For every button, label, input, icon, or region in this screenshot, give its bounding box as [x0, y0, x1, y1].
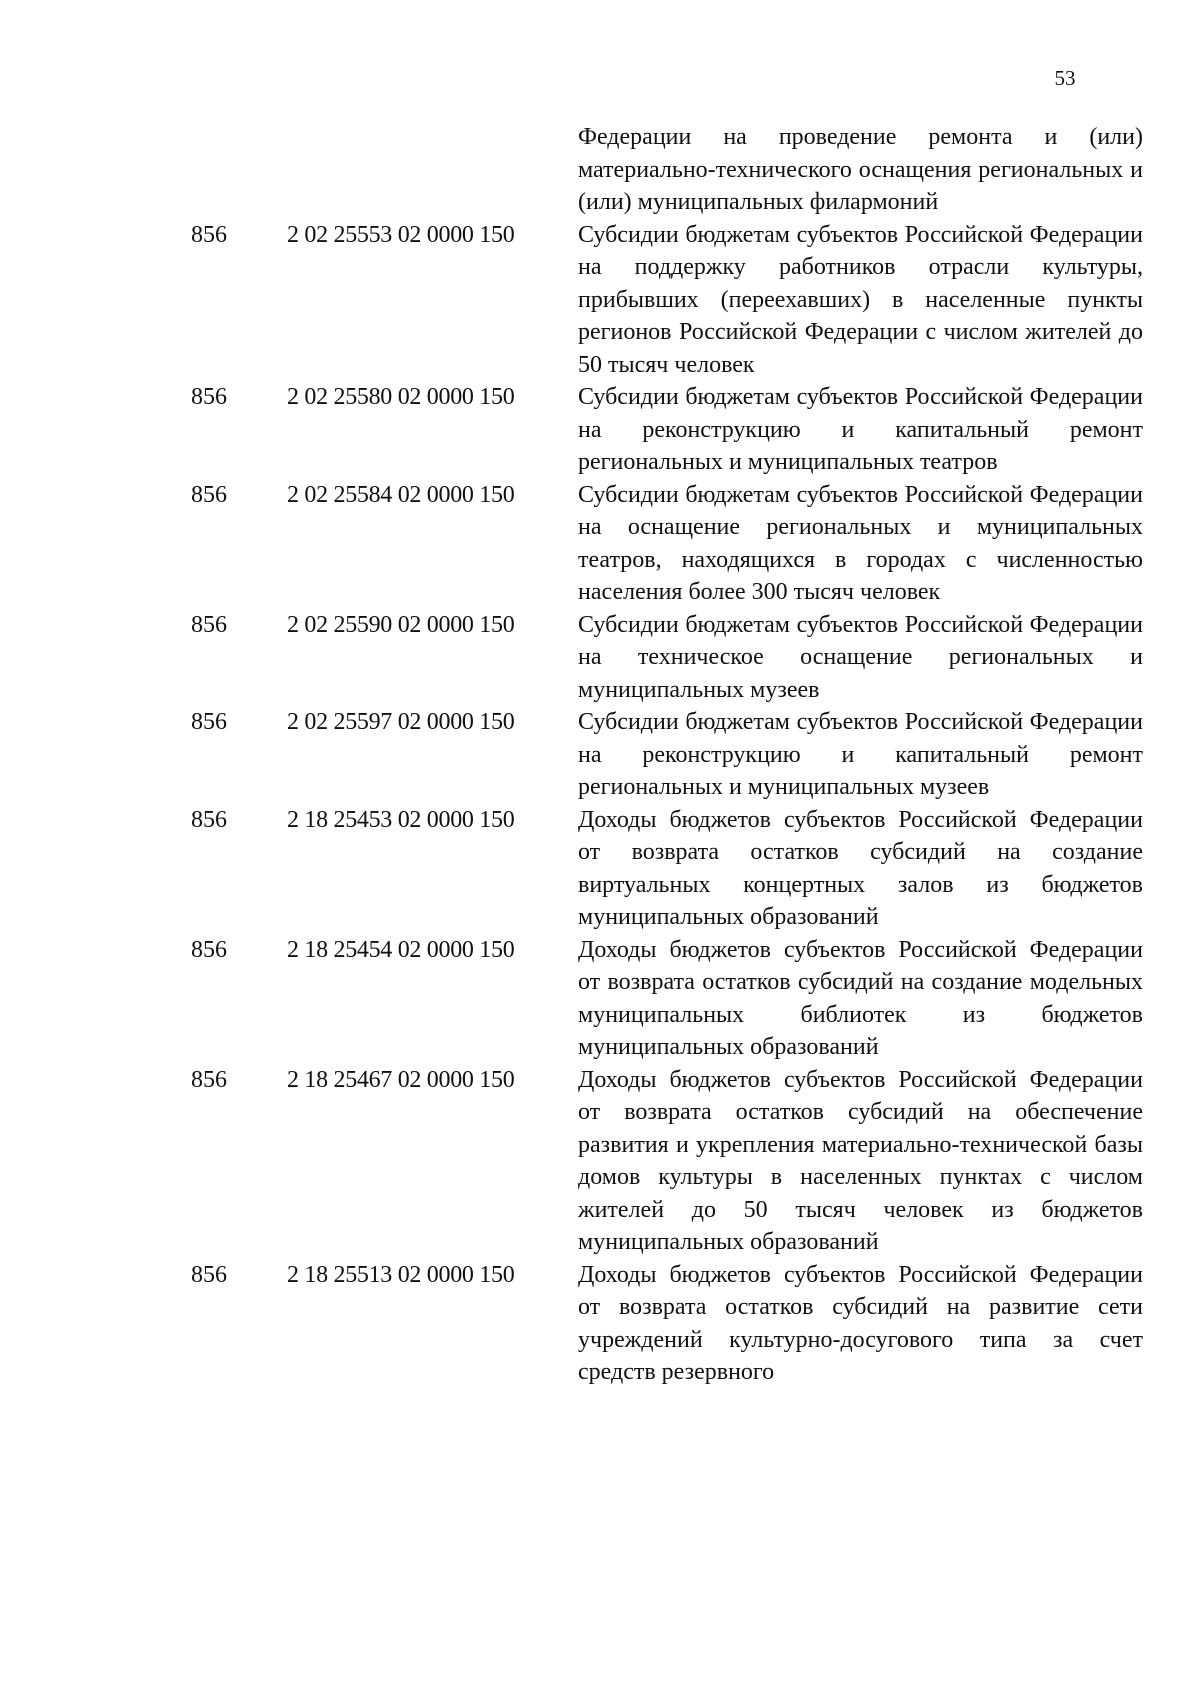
- revenue-description: Доходы бюджетов субъектов Российской Федерации от возврата остатков субсидий на создание модельных муниципальных библиотек из бюджетов муниципальных образований: [578, 936, 1143, 1060]
- revenue-code: 2 18 25467 02 0000 150: [287, 1066, 515, 1093]
- admin-code: 856: [191, 1261, 227, 1288]
- table-row: [0, 1064, 1200, 1259]
- revenue-description: Доходы бюджетов субъектов Российской Федерации от возврата остатков субсидий на создание виртуальных концертных залов из бюджетов муниципальных образований: [578, 806, 1143, 930]
- revenue-description: Федерации на проведение ремонта и (или) материально-технического оснащения региональных и (или) муниципальных филармоний: [578, 124, 1143, 215]
- table-row: [0, 381, 1200, 479]
- table-row: [0, 706, 1200, 804]
- revenue-code: 2 02 25580 02 0000 150: [287, 384, 515, 410]
- table-row: [0, 1259, 1200, 1389]
- revenue-code: 2 02 25553 02 0000 150: [287, 221, 515, 248]
- admin-code: 856: [191, 384, 227, 410]
- revenue-description: Субсидии бюджетам субъектов Российской Федерации на реконструкцию и капитальный ремонт региональных и муниципальных музеев: [578, 709, 1143, 800]
- admin-code: 856: [191, 481, 227, 508]
- revenue-code: 2 18 25453 02 0000 150: [287, 806, 515, 833]
- admin-code: 856: [191, 1066, 227, 1093]
- revenue-description: Доходы бюджетов субъектов Российской Федерации от возврата остатков субсидий на обеспечение развития и укрепления материально-технической базы домов культуры в населенных пунктах с числом жителей до 50 тысяч человек из бюджетов муниципальных образований: [578, 1066, 1143, 1255]
- revenue-description: Субсидии бюджетам субъектов Российской Федерации на поддержку работников отрасли культуры, прибывших (переехавших) в населенные пункты регионов Российской Федерации с числом жителей до 50 тысяч человек: [578, 221, 1143, 378]
- revenue-code: 2 02 25597 02 0000 150: [287, 709, 515, 735]
- revenue-code: 2 02 25590 02 0000 150: [287, 611, 515, 638]
- table-row: [0, 121, 1200, 219]
- revenue-code: 2 18 25454 02 0000 150: [287, 936, 515, 963]
- revenue-code: 2 18 25513 02 0000 150: [287, 1261, 515, 1288]
- table-row: [0, 479, 1200, 609]
- revenue-description: Доходы бюджетов субъектов Российской Федерации от возврата остатков субсидий на развитие сети учреждений культурно-досугового типа за счет средств резервного: [578, 1261, 1143, 1385]
- admin-code: 856: [191, 221, 227, 248]
- revenue-code: 2 02 25584 02 0000 150: [287, 481, 515, 508]
- table-row: [0, 804, 1200, 934]
- admin-code: 856: [191, 936, 227, 963]
- revenue-codes-table: [0, 121, 1200, 1389]
- table-row: [0, 934, 1200, 1064]
- admin-code: 856: [191, 611, 227, 638]
- revenue-description: Субсидии бюджетам субъектов Российской Федерации на реконструкцию и капитальный ремонт региональных и муниципальных театров: [578, 384, 1143, 475]
- admin-code: 856: [191, 709, 227, 735]
- revenue-description: Субсидии бюджетам субъектов Российской Федерации на техническое оснащение региональных и муниципальных музеев: [578, 611, 1143, 703]
- admin-code: 856: [191, 806, 227, 833]
- revenue-description: Субсидии бюджетам субъектов Российской Федерации на оснащение региональных и муниципальных театров, находящихся в городах с численностью населения более 300 тысяч человек: [578, 481, 1143, 605]
- page-number: 53: [1054, 66, 1076, 90]
- table-row: [0, 609, 1200, 707]
- table-row: [0, 219, 1200, 382]
